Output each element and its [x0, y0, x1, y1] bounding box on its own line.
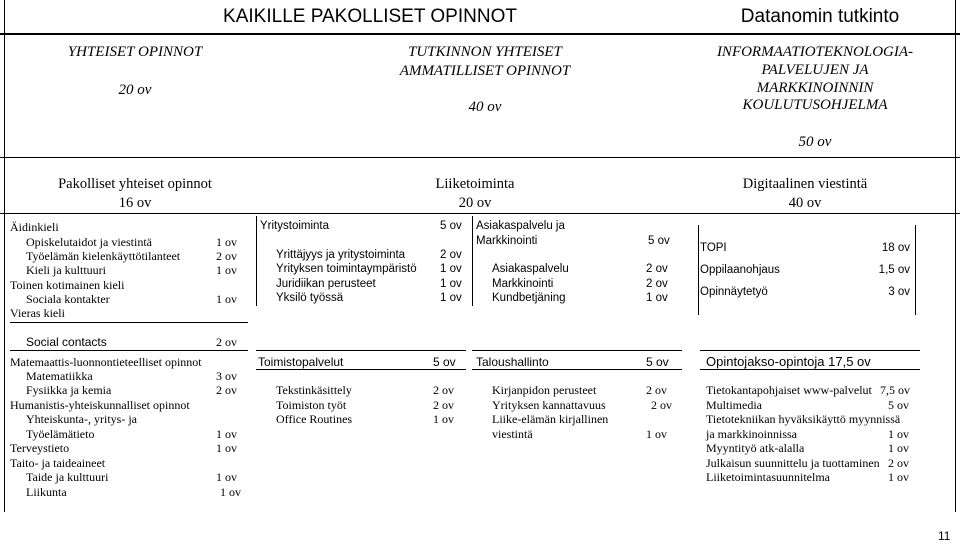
- list-item-credits: 1 ov: [646, 427, 667, 441]
- list-item: Asiakaspalvelu: [492, 263, 569, 275]
- common-studies-title: YHTEISET OPINNOT: [67, 44, 203, 60]
- list-item: Oppilaanohjaus: [700, 264, 780, 276]
- social-box-top: [10, 322, 248, 323]
- list-item: Liiketoimintasuunnitelma: [706, 470, 830, 484]
- degree-title: Datanomin tutkinto: [740, 6, 900, 27]
- list-item: Toinen kotimainen kieli: [10, 278, 125, 292]
- it-title-line3: MARKKINOINNIN: [756, 80, 874, 96]
- mandatory-section-title: Pakolliset yhteiset opinnot: [58, 176, 212, 192]
- list-item: Yrittäjyys ja yritystoiminta: [276, 249, 406, 261]
- box-left-border: [256, 216, 257, 306]
- list-item: Toimiston työt: [276, 398, 347, 412]
- social-contacts-credits: 2 ov: [216, 335, 237, 349]
- list-item-credits: 2 ov: [216, 249, 237, 263]
- list-item: Taito- ja taideaineet: [10, 456, 106, 470]
- list-item-credits: 1 ov: [433, 412, 454, 426]
- list-item: Tekstinkäsittely: [276, 383, 352, 397]
- common-studies-credits: 20 ov: [118, 82, 152, 98]
- asiakaspalvelu-title-line2: Markkinointi: [476, 235, 538, 247]
- list-item: Opiskelutaidot ja viestintä: [26, 235, 152, 249]
- it-title-line2: PALVELUJEN JA: [761, 62, 869, 78]
- list-item: ja markkinoinnissa: [706, 427, 797, 441]
- list-item: Opinnäytetyö: [700, 286, 768, 298]
- list-item-credits: 2 ov: [433, 383, 454, 397]
- vocational-title-line2: AMMATILLISET OPINNOT: [399, 63, 571, 79]
- list-item: Myyntityö atk-alalla: [706, 441, 805, 455]
- box-top-border: [472, 350, 682, 351]
- business-section-title: Liiketoiminta: [435, 176, 515, 192]
- list-item: Yrityksen kannattavuus: [492, 398, 606, 412]
- page-title: KAIKILLE PAKOLLISET OPINNOT: [223, 6, 517, 27]
- header-divider: [0, 33, 960, 35]
- list-item-credits: 2 ov: [216, 383, 237, 397]
- mandatory-section-credits: 16 ov: [118, 195, 152, 211]
- page-number: 11: [938, 529, 951, 543]
- list-item: Yrityksen toimintaympäristö: [276, 263, 417, 275]
- list-item: Terveystieto: [10, 441, 70, 455]
- list-item-credits: 3 ov: [216, 369, 237, 383]
- toimisto-title: Toimistopalvelut: [258, 355, 344, 369]
- yritystoiminta-title: Yritystoiminta: [260, 220, 330, 232]
- toimisto-credits: 5 ov: [433, 355, 456, 369]
- talous-credits: 5 ov: [646, 355, 669, 369]
- business-section-credits: 20 ov: [458, 195, 492, 211]
- talous-title: Taloushallinto: [476, 355, 549, 369]
- box-top-border: [256, 350, 466, 351]
- list-item-credits: 1 ov: [216, 441, 237, 455]
- list-item-credits: 2 ov: [646, 278, 668, 290]
- list-item: Markkinointi: [492, 278, 554, 290]
- list-item: Äidinkieli: [10, 220, 59, 234]
- frame-left: [4, 0, 5, 512]
- list-item: viestintä: [492, 427, 533, 441]
- list-item-credits: 7,5 ov: [880, 383, 910, 397]
- list-item-credits: 1 ov: [216, 470, 237, 484]
- list-item: TOPI: [700, 242, 727, 254]
- it-credits: 50 ov: [798, 134, 832, 150]
- list-item: Tietokantapohjaiset www-palvelut: [706, 383, 872, 397]
- frame-right: [955, 0, 956, 512]
- it-title-line1: INFORMAATIOTEKNOLOGIA-: [716, 44, 914, 60]
- list-item: Multimedia: [706, 398, 762, 412]
- yritystoiminta-credits: 5 ov: [440, 220, 462, 232]
- digital-section-credits: 40 ov: [788, 195, 822, 211]
- vocational-credits: 40 ov: [468, 99, 502, 115]
- list-item: Julkaisun suunnittelu ja tuottaminen: [706, 456, 880, 470]
- talous-title-underline: [472, 369, 682, 370]
- box-left-border: [698, 225, 699, 315]
- digital-section-title: Digitaalinen viestintä: [742, 176, 868, 192]
- list-item-credits: 2 ov: [646, 263, 668, 275]
- list-item: Tietotekniikan hyväksikäyttö myynnissä: [706, 412, 901, 426]
- list-item-credits: 1,5 ov: [878, 264, 910, 276]
- list-item-credits: 1 ov: [216, 263, 237, 277]
- list-item-credits: 1 ov: [888, 470, 909, 484]
- list-item: Vieras kieli: [10, 306, 65, 320]
- asiakaspalvelu-credits: 5 ov: [648, 235, 670, 247]
- list-item-credits: 1 ov: [220, 485, 241, 499]
- opintojakso-title: Opintojakso-opintoja 17,5 ov: [706, 354, 871, 369]
- columns-divider: [0, 157, 960, 158]
- list-item: Liikunta: [26, 485, 67, 499]
- list-item-credits: 1 ov: [440, 278, 462, 290]
- list-item: Matemaattis-luonnontieteelliset opinnot: [10, 355, 202, 369]
- it-title-line4: KOULUTUSOHJELMA: [742, 97, 888, 113]
- vocational-title-line1: TUTKINNON YHTEISET: [408, 44, 562, 60]
- list-item: Kundbetjäning: [492, 292, 566, 304]
- list-item-credits: 5 ov: [888, 398, 909, 412]
- list-item-credits: 2 ov: [888, 456, 909, 470]
- list-item-credits: 1 ov: [440, 292, 462, 304]
- list-item-credits: 1 ov: [216, 427, 237, 441]
- list-item-credits: 18 ov: [881, 242, 910, 254]
- box-left-border: [472, 216, 473, 306]
- list-item-credits: 1 ov: [646, 292, 668, 304]
- social-contacts-title: Social contacts: [26, 335, 107, 349]
- list-item-credits: 1 ov: [888, 427, 909, 441]
- box-top-border: [700, 350, 920, 351]
- list-item: Sociala kontakter: [26, 292, 110, 306]
- list-item: Fysiikka ja kemia: [26, 383, 112, 397]
- list-item: Humanistis-yhteiskunnalliset opinnot: [10, 398, 190, 412]
- list-item-credits: 2 ov: [646, 383, 667, 397]
- sections-divider: [0, 213, 960, 214]
- list-item: Työelämätieto: [26, 427, 95, 441]
- list-item-credits: 1 ov: [888, 441, 909, 455]
- toimisto-title-underline: [256, 369, 466, 370]
- list-item: Työelämän kielenkäyttötilanteet: [26, 249, 181, 263]
- list-item: Yksilö työssä: [276, 292, 344, 304]
- list-item-credits: 3 ov: [888, 286, 910, 298]
- opintojakso-title-underline: [700, 369, 920, 370]
- list-item-credits: 2 ov: [433, 398, 454, 412]
- list-item: Kirjanpidon perusteet: [492, 383, 597, 397]
- list-item-credits: 1 ov: [216, 235, 237, 249]
- list-item: Taide ja kulttuuri: [26, 470, 109, 484]
- list-item: Liike-elämän kirjallinen: [492, 412, 609, 426]
- list-item-credits: 1 ov: [216, 292, 237, 306]
- list-item: Matematiikka: [26, 369, 93, 383]
- list-item: Kieli ja kulttuuri: [26, 263, 106, 277]
- list-item-credits: 2 ov: [440, 249, 462, 261]
- box-right-border: [915, 225, 916, 315]
- list-item: Office Routines: [276, 412, 353, 426]
- social-box-bottom: [10, 350, 248, 351]
- asiakaspalvelu-title-line1: Asiakaspalvelu ja: [476, 220, 565, 232]
- list-item: Yhteiskunta-, yritys- ja: [26, 412, 137, 426]
- list-item: Juridiikan perusteet: [276, 278, 376, 290]
- list-item-credits: 2 ov: [651, 398, 672, 412]
- list-item-credits: 1 ov: [440, 263, 462, 275]
